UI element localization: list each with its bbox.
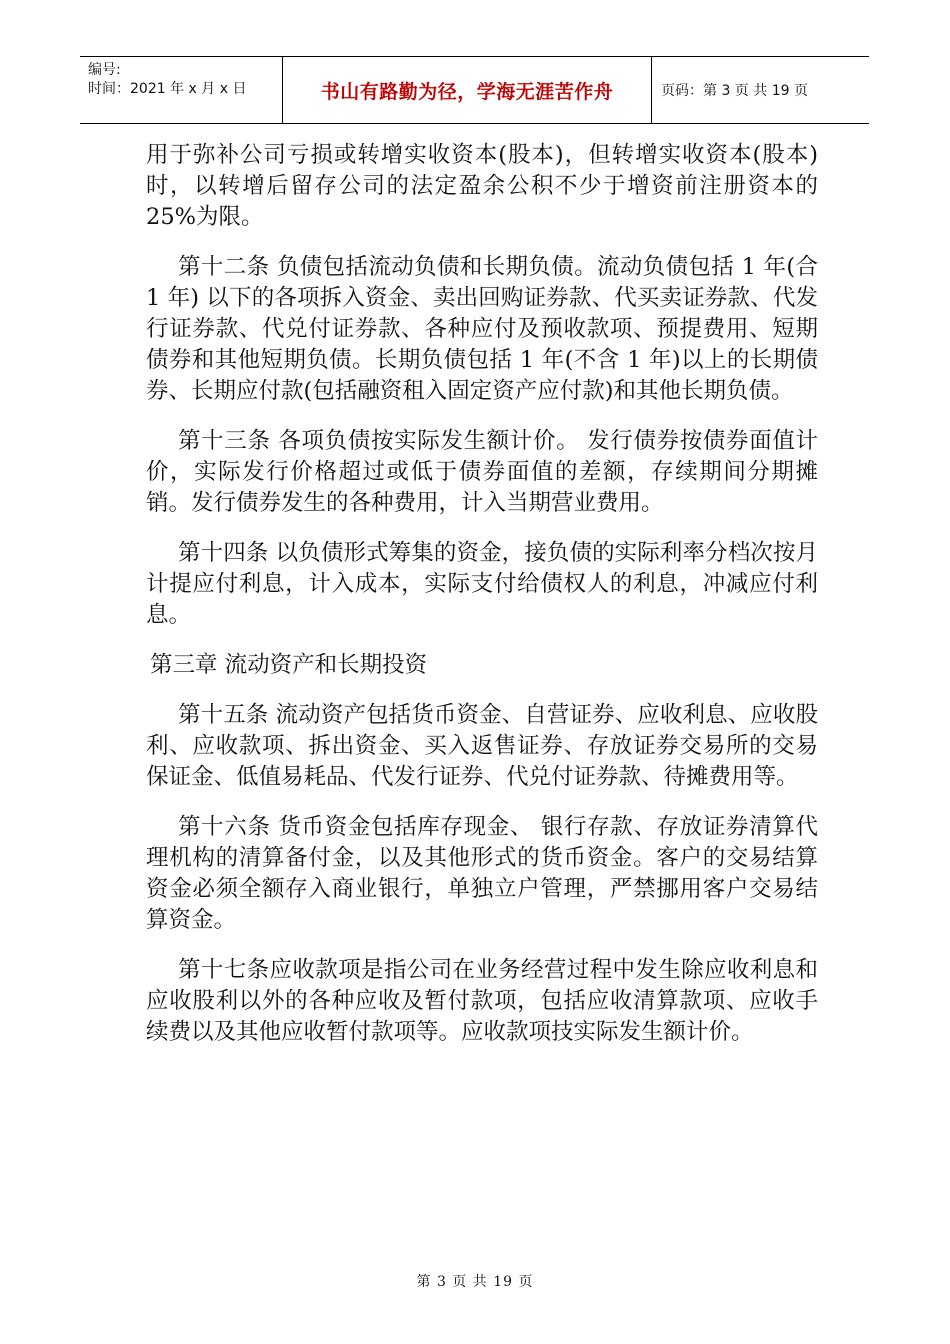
page-header (80, 56, 869, 124)
document-number-label: 编号: (88, 62, 121, 78)
article-16: 第十六条 货币资金包括库存现金、 银行存款、存放证券清算代理机构的清算备付金，以及其他形式的货币资金。客户的交易结算资金必须全额存入商业银行，单独立户管理，严禁挪用客户交易结算资金。 (146, 814, 818, 933)
article-14: 第十四条 以负债形式筹集的资金，接负债的实际利率分档次按月计提应付利息，计入成本，实际支付给债权人的利息，冲减应付利息。 (146, 540, 818, 628)
article-15: 第十五条 流动资产包括货币资金、自营证券、应收利息、应收股利、应收款项、拆出资金、买入返售证券、存放证券交易所的交易保证金、低值易耗品、代发行证券、代兑付证券款、待摊费用等。 (146, 702, 818, 790)
header-motto: 书山有路勤为径，学海无涯苦作舟 (282, 57, 652, 123)
paragraph: 用于弥补公司亏损或转增实收资本(股本)，但转增实收资本(股本)时，以转增后留存公司的法定盈余公积不少于增资前注册资本的 25%为限。 (146, 142, 818, 230)
chapter-heading: 第三章 流动资产和长期投资 (150, 652, 428, 678)
page-footer: 第 3 页 共 19 页 (416, 1274, 534, 1290)
header-meta (80, 57, 282, 123)
document-time-label: 时间：2021 年 x 月 x 日 (88, 81, 247, 97)
header-page-info: 页码：第 3 页 共 19 页 (661, 83, 808, 99)
article-17: 第十七条应收款项是指公司在业务经营过程中发生除应收利息和应收股利以外的各种应收及暂付款项，包括应收清算款项、应收手续费以及其他应收暂付款项等。应收款项技实际发生额计价。 (146, 957, 818, 1045)
document-body (146, 140, 818, 1067)
article-13: 第十三条 各项负债按实际发生额计价。 发行债券按债券面值计价，实际发行价格超过或低于债券面值的差额，存续期间分期摊销。发行债券发生的各种费用，计入当期营业费用。 (146, 428, 818, 516)
article-12: 第十二条 负债包括流动负债和长期负债。流动负债包括 1 年(合 1 年) 以下的各项拆入资金、卖出回购证券款、代买卖证券款、代发行证券款、代兑付证券款、各种应付及预收款项、预提费用、短期债券和其他短期负债。长期负债包括 1 年(不含 1 年)以上的长期债券、长期应付款(包括融资租入固定资产应付款)和其他长期负债。 (146, 254, 818, 404)
